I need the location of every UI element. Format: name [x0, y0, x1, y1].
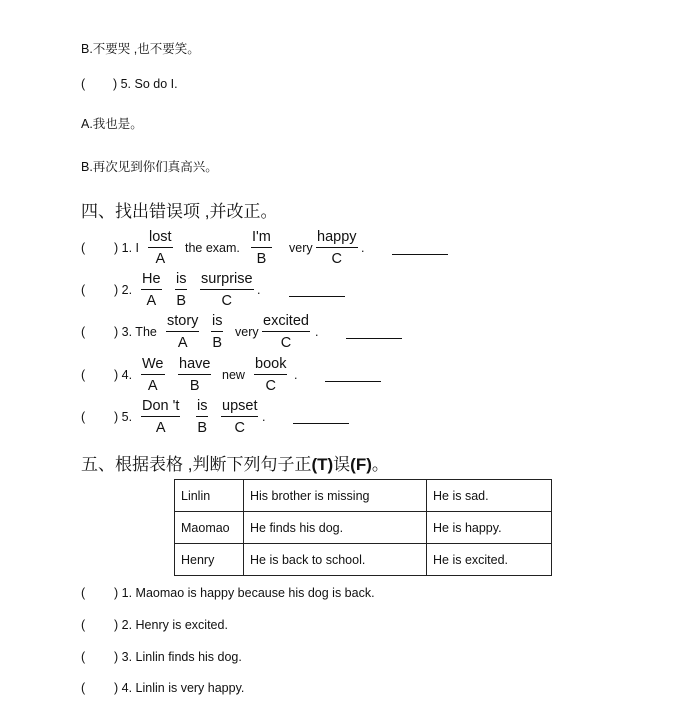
question-text: ) 3. Linlin finds his dog.	[114, 650, 242, 664]
option-b-line: B.不要哭 ,也不要笑。	[81, 42, 200, 56]
text-mid-2: very	[289, 241, 313, 255]
word-c: excited C	[263, 313, 309, 351]
letter-a: A	[146, 293, 157, 309]
letter-b: B	[256, 251, 267, 267]
question-5-line	[81, 77, 178, 91]
answer-blank[interactable]	[346, 338, 402, 339]
answer-paren: (	[81, 241, 86, 255]
question-text: ) 2. Henry is excited.	[114, 618, 228, 632]
word-b: is B	[197, 398, 208, 436]
answer-blank[interactable]	[392, 254, 448, 255]
letter-b: B	[189, 378, 200, 394]
letter-c: C	[265, 378, 276, 394]
answer-blank[interactable]	[325, 381, 381, 382]
letter-b: B	[212, 335, 223, 351]
table-cell: Henry	[175, 544, 244, 576]
word-b: is B	[212, 313, 223, 351]
text-mid-2: new	[222, 368, 245, 382]
answer-blank[interactable]	[289, 296, 345, 297]
option-a-line: A.我也是。	[81, 117, 143, 131]
word-b: is B	[176, 271, 187, 309]
table-cell: He is sad.	[427, 480, 552, 512]
info-table	[174, 479, 552, 576]
letter-c: C	[280, 335, 292, 351]
table-row	[175, 480, 552, 512]
item-number: ) 2.	[114, 283, 133, 297]
answer-paren: (	[81, 368, 86, 382]
item-number: ) 5.	[114, 410, 133, 424]
word-b: I'm B	[252, 229, 271, 267]
answer-paren: (	[81, 325, 86, 339]
table-cell: His brother is missing	[244, 480, 427, 512]
period: .	[257, 283, 261, 297]
letter-a: A	[177, 335, 188, 351]
letter-a: A	[155, 251, 166, 267]
table-row	[175, 544, 552, 576]
answer-paren[interactable]: (	[81, 681, 86, 695]
question-text: ) 4. Linlin is very happy.	[114, 681, 245, 695]
letter-a: A	[155, 420, 166, 436]
letter-c: C	[234, 420, 245, 436]
letter-c: C	[331, 251, 342, 267]
text-mid-1: the exam.	[185, 241, 240, 255]
period: .	[262, 410, 266, 424]
item-number: ) 1. I	[114, 241, 140, 255]
word-a: story A	[167, 313, 199, 351]
word-c: book C	[255, 356, 287, 394]
word-a: Don 't A	[142, 398, 180, 436]
answer-paren[interactable]: (	[81, 650, 86, 664]
answer-paren[interactable]: (	[81, 586, 86, 600]
item-number: ) 3. The	[114, 325, 157, 339]
period: .	[294, 368, 298, 382]
text-mid-2: very	[235, 325, 259, 339]
letter-b: B	[176, 293, 187, 309]
letter-c: C	[221, 293, 233, 309]
item-number: ) 4.	[114, 368, 133, 382]
letter-a: A	[147, 378, 158, 394]
table-cell: Linlin	[175, 480, 244, 512]
letter-b: B	[197, 420, 208, 436]
period: .	[361, 241, 365, 255]
q5-text: ( ) 5. So do I.	[81, 77, 178, 91]
word-c: upset C	[222, 398, 258, 436]
table-cell: Maomao	[175, 512, 244, 544]
table-cell: He finds his dog.	[244, 512, 427, 544]
table-row	[175, 512, 552, 544]
question-text: ) 1. Maomao is happy because his dog is back.	[114, 586, 375, 600]
answer-blank[interactable]	[293, 423, 349, 424]
answer-paren: (	[81, 410, 86, 424]
answer-paren: (	[81, 283, 86, 297]
period: .	[315, 325, 319, 339]
table-cell: He is happy.	[427, 512, 552, 544]
option-b-line-2: B.再次见到你们真高兴。	[81, 160, 218, 174]
word-c: happy C	[317, 229, 357, 267]
table-cell: He is excited.	[427, 544, 552, 576]
word-a: lost A	[149, 229, 172, 267]
table-cell: He is back to school.	[244, 544, 427, 576]
word-a: We A	[142, 356, 164, 394]
word-c: surprise C	[201, 271, 253, 309]
section-4-title: 四、找出错误项 ,并改正。	[81, 202, 278, 221]
answer-paren[interactable]: (	[81, 618, 86, 632]
word-a: He A	[142, 271, 161, 309]
word-b: have B	[179, 356, 211, 394]
section-5-title: 五、根据表格 ,判断下列句子正(T)误(F)。	[81, 455, 389, 474]
